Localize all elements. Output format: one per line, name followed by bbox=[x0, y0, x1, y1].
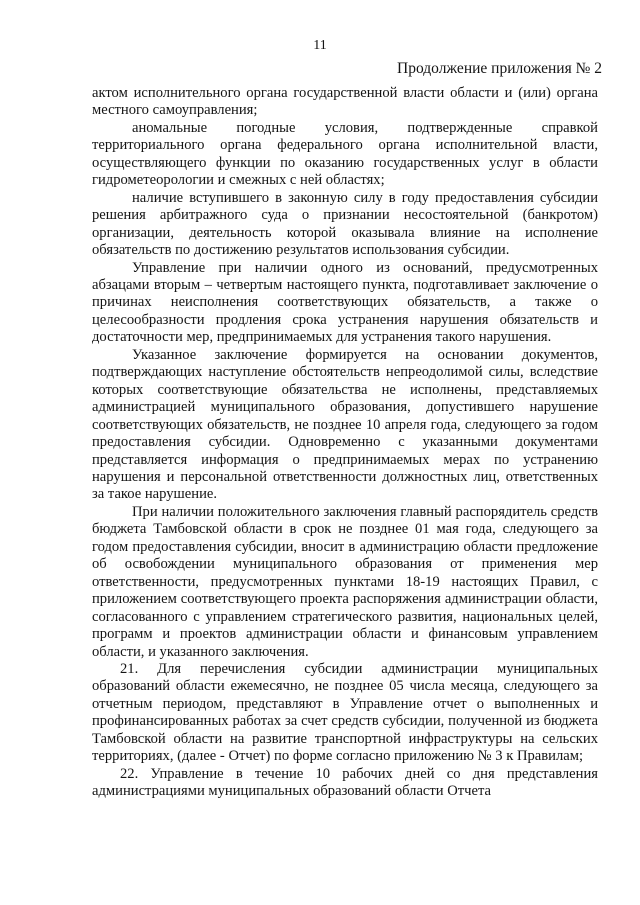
paragraph-anomalous-weather: аномальные погодные условия, подтвержденные справкой территориального органа федерального органа исполнительной власти, осуществляющего функции по оказанию государственных услуг в области гидрометеорологии и смежных с ней областях; bbox=[92, 119, 598, 189]
document-body bbox=[92, 85, 598, 801]
paragraph-item-21: 21. Для перечисления субсидии администрации муниципальных образований области ежемесячно, не позднее 05 числа месяца, следующего за отчетным периодом, представляют в Управление отчет о выполненных и профинансированных работах за счет средств субсидии, полученной из бюджета Тамбовской области на развитие транспортной инфраструктуры на сельских территориях, (далее - Отчет) по форме согласно приложению № 3 к Правилам; bbox=[92, 660, 598, 765]
paragraph-conclusion-formation: Указанное заключение формируется на основании документов, подтверждающих наступление обстоятельств непреодолимой силы, вследствие которых соответствующие обязательства не исполнены, представляемых администрацией муниципального образования, допустившего нарушение соответствующих обязательств, не позднее 10 апреля года, следующего за годом предоставления субсидии. Одновременно с указанными документами представляется информация о предпринимаемых мерах по устранению нарушения и персональной ответственности должностных лиц, ответственных за такое нарушение. bbox=[92, 346, 598, 503]
page-number: 11 bbox=[313, 38, 327, 53]
paragraph-act-of-executive-body: актом исполнительного органа государственной власти области и (или) органа местного самоуправления; bbox=[92, 85, 598, 119]
paragraph-positive-conclusion: При наличии положительного заключения главный распорядитель средств бюджета Тамбовской области в срок не позднее 01 мая года, следующего за годом предоставления субсидии, вносит в администрацию области предложение об освобождении муниципального образования от применения мер ответственности, предусмотренных пунктами 18-19 настоящих Правил, с приложением соответствующего проекта распоряжения администрации области, согласованного с управлением стратегического развития, национальных целей, программ и проектов администрации области и финансовым управлением области, и указанного заключения. bbox=[92, 503, 598, 660]
appendix-continuation-label: Продолжение приложения № 2 bbox=[397, 60, 602, 77]
paragraph-item-22: 22. Управление в течение 10 рабочих дней со дня представления администрациями муниципальных образований области Отчета bbox=[92, 765, 598, 800]
paragraph-department-conclusion: Управление при наличии одного из оснований, предусмотренных абзацами вторым – четвертым настоящего пункта, подготавливает заключение о причинах неисполнения соответствующих обязательств, а также о целесообразности продления срока устранения нарушения обязательств и достаточности мер, предпринимаемых для устранения такого нарушения. bbox=[92, 259, 598, 346]
paragraph-court-decision: наличие вступившего в законную силу в году предоставления субсидии решения арбитражного суда о признании несостоятельной (банкротом) организации, деятельность которой оказывала влияние на исполнение обязательств по достижению результатов использования субсидии. bbox=[92, 189, 598, 259]
